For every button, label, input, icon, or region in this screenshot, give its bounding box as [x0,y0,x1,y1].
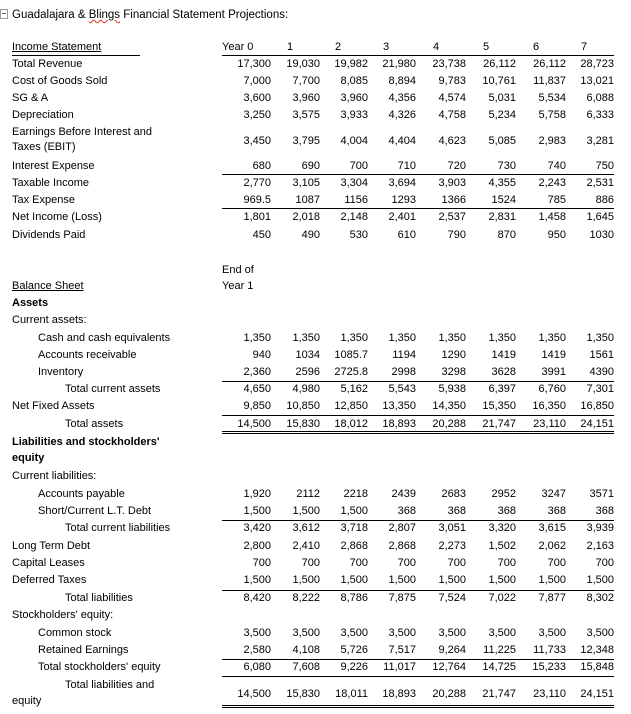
income-value: 1524 [491,194,516,206]
cl-value: 700 [595,557,614,569]
ta-value: 20,288 [432,418,466,430]
nfa-value: 13,350 [382,400,416,412]
ta-value: 14,500 [237,418,271,430]
ta-label: Total assets [65,418,124,430]
tca-value: 4,650 [243,383,271,395]
income-value: 23,738 [432,58,466,70]
income-value: 4,326 [388,109,416,121]
stdebt-value: 368 [497,505,516,517]
income-value: 730 [497,160,516,172]
total-liab-equity-label-line2: equity [12,695,42,707]
tcl-value: 3,051 [438,522,466,534]
ar-value: 1085.7 [334,349,368,361]
year-header: 5 [482,41,490,53]
income-value: 3,304 [340,177,368,189]
income-value: 450 [252,229,271,241]
re-value: 7,517 [388,644,416,656]
ebit-value: 5,085 [488,135,516,147]
income-value: 5,534 [538,92,566,104]
income-row-label: Dividends Paid [12,229,86,241]
dt-value: 1,500 [488,574,516,586]
income-value: 3,694 [388,177,416,189]
total-underline [222,415,614,416]
tse-value: 15,233 [532,661,566,673]
paragraph-anchor-icon [0,9,8,19]
ap-value: 2683 [441,488,466,500]
income-value: 7,700 [292,75,320,87]
total-liab-equity-value: 21,747 [482,688,516,700]
income-value: 1030 [589,229,614,241]
income-value: 490 [301,229,320,241]
ar-value: 1034 [295,349,320,361]
income-value: 610 [397,229,416,241]
total-liab-equity-label: Total liabilities and [65,679,155,691]
tcl-value: 3,612 [292,522,320,534]
tcl-value: 3,420 [243,522,271,534]
cash-value: 1,350 [388,332,416,344]
income-value: 530 [349,229,368,241]
income-value: 4,758 [438,109,466,121]
income-row-label: Interest Expense [12,160,95,172]
income-value: 7,000 [243,75,271,87]
ta-value: 23,110 [533,418,566,430]
ebit-value: 3,281 [586,135,614,147]
double-underline [222,431,614,434]
ap-value: 2439 [391,488,416,500]
cs-value: 3,500 [538,627,566,639]
stdebt-label: Short/Current L.T. Debt [38,505,152,517]
inventory-value: 2725.8 [334,366,368,378]
ebit-value: 4,404 [388,135,416,147]
tse-value: 6,080 [243,661,271,673]
income-row-label: Total Revenue [12,58,83,70]
ap-value: 2952 [491,488,516,500]
cl-value: 700 [497,557,516,569]
tcl-label: Total current liabilities [65,522,171,534]
income-value: 5,031 [488,92,516,104]
income-row-label: Cost of Goods Sold [12,75,108,87]
income-value: 28,723 [580,58,614,70]
income-value: 3,105 [292,177,320,189]
income-value: 2,531 [586,177,614,189]
re-label: Retained Earnings [38,644,129,656]
income-value: 8,894 [388,75,416,87]
ltd-value: 2,868 [340,540,368,552]
year-header: 3 [382,41,390,53]
cl-value: 700 [349,557,368,569]
income-value: 720 [447,160,466,172]
ta-value: 18,012 [334,418,368,430]
income-value: 2,401 [388,211,416,223]
cl-value: 700 [397,557,416,569]
inventory-value: 3991 [541,366,566,378]
income-value: 3,903 [438,177,466,189]
cash-value: 1,350 [243,332,271,344]
cl-value: 700 [447,557,466,569]
tca-value: 5,938 [438,383,466,395]
stdebt-value: 368 [547,505,566,517]
cs-label: Common stock [38,627,112,639]
tcl-value: 3,939 [586,522,614,534]
tse-value: 11,017 [383,661,416,673]
tl-value: 8,302 [586,592,614,604]
total-underline [222,520,614,521]
total-liab-equity-value: 20,288 [432,688,466,700]
cash-value: 1,350 [292,332,320,344]
ltd-value: 2,868 [388,540,416,552]
inventory-value: 4390 [589,366,614,378]
assets-heading: Assets [12,297,49,309]
ap-value: 1,920 [243,488,271,500]
document-title: Guadalajara & Blings Financial Statement Projections: [12,9,289,21]
total-underline [12,55,140,56]
year-header: 1 [286,41,294,53]
ar-value: 1419 [541,349,566,361]
cash-value: 1,350 [438,332,466,344]
ebit-value: 3,450 [243,135,271,147]
income-value: 1293 [391,194,416,206]
income-value: 4,574 [438,92,466,104]
total-liab-equity-value: 23,110 [533,688,566,700]
tca-value: 4,980 [292,383,320,395]
income-value: 740 [547,160,566,172]
inventory-value: 3298 [441,366,466,378]
cl-label: Capital Leases [12,557,85,569]
total-underline [222,381,614,382]
ar-value: 1561 [589,349,614,361]
ta-value: 21,747 [482,418,516,430]
total-liab-equity-value: 18,893 [382,688,416,700]
income-value: 680 [252,160,271,172]
tca-value: 6,760 [538,383,566,395]
current-assets-heading: Current assets: [12,314,87,326]
stdebt-value: 368 [397,505,416,517]
tca-value: 5,162 [340,383,368,395]
cs-value: 3,500 [488,627,516,639]
ebit-value: 3,795 [292,135,320,147]
ebit-value: 4,623 [438,135,466,147]
income-value: 4,356 [388,92,416,104]
income-value: 2,148 [340,211,368,223]
ap-value: 3247 [541,488,566,500]
income-value: 19,030 [286,58,320,70]
cs-value: 3,500 [340,627,368,639]
tca-value: 7,301 [586,383,614,395]
income-value: 969.5 [243,194,271,206]
ebit-value: 2,983 [538,135,566,147]
ar-value: 940 [252,349,271,361]
income-value: 13,021 [580,75,614,87]
ltd-value: 2,062 [538,540,566,552]
income-value: 6,088 [586,92,614,104]
ap-value: 2112 [296,488,320,500]
income-value: 3,575 [292,109,320,121]
cash-value: 1,350 [538,332,566,344]
tca-value: 5,543 [388,383,416,395]
income-value: 690 [301,160,320,172]
nfa-label: Net Fixed Assets [12,400,95,412]
income-value: 1366 [441,194,466,206]
income-value: 2,537 [438,211,466,223]
income-row-label: Tax Expense [12,194,75,206]
nfa-value: 12,850 [334,400,368,412]
ta-value: 18,893 [382,418,416,430]
inventory-value: 3628 [491,366,516,378]
ta-value: 24,151 [580,418,614,430]
year-header: 6 [532,41,540,53]
stockholders-heading: Stockholders' equity: [12,609,114,621]
dt-value: 1,500 [586,574,614,586]
income-value: 1087 [295,194,320,206]
income-value: 10,761 [482,75,516,87]
end-of-label: End of [222,264,254,276]
dt-value: 1,500 [438,574,466,586]
ap-value: 2218 [343,488,368,500]
total-liab-equity-value: 15,830 [286,688,320,700]
liabilities-heading-line2: equity [12,452,45,464]
tl-value: 7,022 [488,592,516,604]
dt-label: Deferred Taxes [12,574,87,586]
income-value: 9,783 [438,75,466,87]
income-value: 790 [447,229,466,241]
double-underline [222,705,614,708]
cash-value: 1,350 [586,332,614,344]
nfa-value: 16,850 [580,400,614,412]
total-underline [222,676,614,677]
tl-value: 8,786 [340,592,368,604]
ebit-value: 4,004 [340,135,368,147]
cs-value: 3,500 [243,627,271,639]
income-value: 4,355 [488,177,516,189]
re-value: 9,264 [438,644,466,656]
income-statement-heading: Income Statement [12,41,102,53]
cl-value: 700 [547,557,566,569]
income-row-label: Net Income (Loss) [12,211,102,223]
year-header: 7 [580,41,588,53]
ar-value: 1290 [441,349,466,361]
income-value: 3,600 [243,92,271,104]
ltd-label: Long Term Debt [12,540,91,552]
tca-label: Total current assets [65,383,161,395]
ta-value: 15,830 [286,418,320,430]
spellcheck-word: Blings [88,9,121,21]
income-value: 785 [547,194,566,206]
income-value: 21,980 [382,58,416,70]
income-row-label: Depreciation [12,109,74,121]
cs-value: 3,500 [586,627,614,639]
total-underline [222,659,614,660]
cl-value: 700 [252,557,271,569]
income-value: 700 [349,160,368,172]
ebit-label: Earnings Before Interest and [12,126,153,138]
ebit-label-line2: Taxes (EBIT) [12,141,76,153]
year-header: 2 [334,41,342,53]
inventory-value: 2998 [391,366,416,378]
tl-value: 7,875 [388,592,416,604]
tse-value: 9,226 [340,661,368,673]
ar-value: 1419 [491,349,516,361]
re-value: 4,108 [292,644,320,656]
income-value: 5,234 [488,109,516,121]
tse-value: 15,848 [580,661,614,673]
income-value: 6,333 [586,109,614,121]
income-value: 19,982 [334,58,368,70]
ap-label: Accounts payable [38,488,125,500]
income-value: 750 [595,160,614,172]
re-value: 2,580 [243,644,271,656]
year-header: 4 [432,41,440,53]
income-row-label: SG & A [12,92,49,104]
total-underline [222,55,614,56]
stdebt-value: 1,500 [243,505,271,517]
income-value: 1156 [344,194,368,206]
nfa-value: 16,350 [532,400,566,412]
dt-value: 1,500 [538,574,566,586]
tl-value: 7,877 [538,592,566,604]
total-liab-equity-value: 18,011 [335,688,368,700]
income-value: 26,112 [483,58,516,70]
re-value: 5,726 [340,644,368,656]
dt-value: 1,500 [388,574,416,586]
income-row-label: Taxable Income [12,177,90,189]
income-value: 886 [595,194,614,206]
total-underline [222,174,614,175]
tse-value: 12,764 [432,661,466,673]
cash-label: Cash and cash equivalents [38,332,171,344]
tl-label: Total liabilities [65,592,133,604]
tcl-value: 2,807 [388,522,416,534]
ar-value: 1194 [392,349,416,361]
nfa-value: 15,350 [482,400,516,412]
tse-label: Total stockholders' equity [38,661,161,673]
income-value: 8,085 [340,75,368,87]
tse-value: 14,725 [482,661,516,673]
inventory-label: Inventory [38,366,84,378]
income-value: 1,458 [538,211,566,223]
inventory-value: 2,360 [243,366,271,378]
re-value: 11,733 [533,644,566,656]
balance-sheet-heading: Balance Sheet [12,280,84,292]
total-liab-equity-value: 14,500 [237,688,271,700]
tl-value: 8,420 [243,592,271,604]
ltd-value: 2,410 [292,540,320,552]
tcl-value: 3,718 [340,522,368,534]
tca-value: 6,397 [488,383,516,395]
stdebt-value: 368 [447,505,466,517]
income-value: 26,112 [533,58,566,70]
cs-value: 3,500 [388,627,416,639]
income-value: 17,300 [237,58,271,70]
liabilities-heading: Liabilities and stockholders' [12,436,160,448]
ar-label: Accounts receivable [38,349,137,361]
income-value: 710 [397,160,416,172]
income-value: 870 [497,229,516,241]
income-value: 3,960 [340,92,368,104]
ltd-value: 1,502 [488,540,516,552]
cs-value: 3,500 [438,627,466,639]
dt-value: 1,500 [243,574,271,586]
current-liabilities-heading: Current liabilities: [12,470,97,482]
re-value: 11,225 [483,644,516,656]
re-value: 12,348 [580,644,614,656]
cash-value: 1,350 [340,332,368,344]
year1-label: Year 1 [222,280,254,292]
tl-value: 8,222 [292,592,320,604]
income-value: 950 [547,229,566,241]
cs-value: 3,500 [292,627,320,639]
stdebt-value: 1,500 [292,505,320,517]
income-value: 11,837 [533,75,566,87]
ltd-value: 2,800 [243,540,271,552]
income-value: 3,933 [340,109,368,121]
nfa-value: 9,850 [243,400,271,412]
nfa-value: 14,350 [432,400,466,412]
income-value: 1,801 [243,211,271,223]
stdebt-value: 368 [595,505,614,517]
ltd-value: 2,273 [438,540,466,552]
cash-value: 1,350 [488,332,516,344]
dt-value: 1,500 [292,574,320,586]
income-value: 3,960 [292,92,320,104]
dt-value: 1,500 [340,574,368,586]
income-value: 2,243 [538,177,566,189]
ap-value: 3571 [589,488,614,500]
tl-value: 7,524 [438,592,466,604]
cl-value: 700 [301,557,320,569]
income-value: 1,645 [586,211,614,223]
inventory-value: 2596 [295,366,320,378]
income-value: 3,250 [243,109,271,121]
income-value: 5,758 [538,109,566,121]
total-underline [222,590,614,591]
ltd-value: 2,163 [586,540,614,552]
income-value: 2,018 [292,211,320,223]
tse-value: 7,608 [292,661,320,673]
tcl-value: 3,320 [488,522,516,534]
total-underline [222,208,614,209]
total-liab-equity-value: 24,151 [580,688,614,700]
stdebt-value: 1,500 [340,505,368,517]
tcl-value: 3,615 [538,522,566,534]
income-value: 2,831 [488,211,516,223]
nfa-value: 10,850 [286,400,320,412]
year-header: Year 0 [222,41,254,53]
income-value: 2,770 [243,177,271,189]
